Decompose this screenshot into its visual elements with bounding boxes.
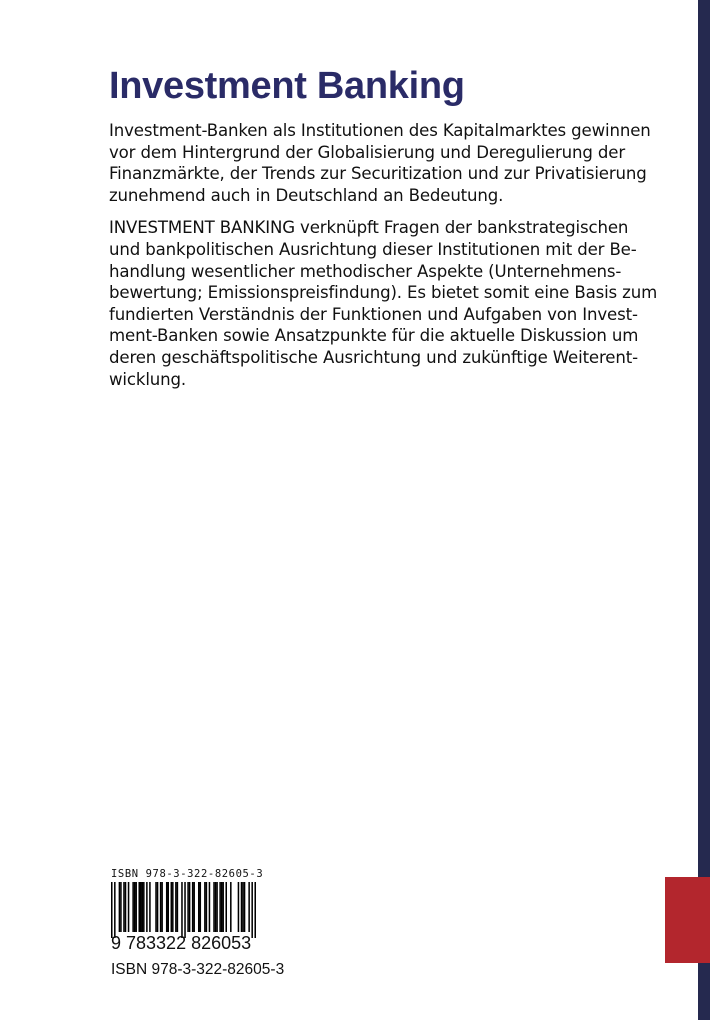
barcode-bar [238,882,240,932]
barcode-bar [192,882,194,932]
barcode-bar [135,882,137,932]
barcode-bar [193,882,195,932]
barcode-bar [167,882,169,932]
barcode-bar [213,882,215,932]
barcode-bar [161,882,163,932]
isbn-label: ISBN 978-3-322-82605-3 [111,961,285,978]
text-line: ment-Banken sowie Ansatzpunkte für die aktuelle Diskussion um [109,326,639,346]
barcode-bar [200,882,202,932]
book-title: Investment Banking [109,65,465,107]
blurb-paragraph-2 [109,217,669,390]
blurb-paragraph-1 [109,120,669,206]
text-line: fundierten Verständnis der Funktionen und Aufgaben von Invest- [109,304,638,324]
text-line: wicklung. [109,369,187,389]
barcode-bar [172,882,174,932]
barcode-bar [138,882,140,932]
text-line: zunehmend auch in Deutschland an Bedeutung. [109,185,504,205]
text-line: handlung wesentlicher methodischer Aspekte (Unternehmens- [109,261,622,281]
barcode-bar [198,882,200,932]
barcode-bar [132,882,134,932]
barcode-bar [143,882,145,932]
isbn-mono-label: ISBN 978-3-322-82605-3 [111,868,264,880]
barcode-bar [242,882,244,932]
text-line: bewertung; Emissionspreisfindung). Es bietet somit eine Basis zum [109,283,658,303]
text-line: Investment-Banken als Institutionen des Kapitalmarktes gewinnen [109,121,651,140]
barcode-bar [111,882,113,938]
barcode-bar [248,882,250,932]
barcode-bar [221,882,223,932]
barcode-bar [149,882,151,932]
barcode-digits: 9 783322 826053 [111,933,252,953]
barcode-bar [181,882,183,938]
barcode-bar [157,882,159,932]
barcode-bar [215,882,217,932]
barcode-bar [146,882,148,932]
barcode-icon [111,882,256,938]
blurb-text [109,120,669,401]
barcode-bar [187,882,189,932]
barcode-bar [189,882,191,932]
barcode-bar [175,882,177,932]
barcode-bar [166,882,168,932]
barcode-bar [230,882,232,932]
barcode-bar [222,882,224,932]
barcode-bar [219,882,221,932]
barcode-bar [254,882,256,938]
text-line: Finanzmärkte, der Trends zur Securitization und zur Privatisierung [109,164,647,184]
barcode-bar [244,882,246,932]
barcode-bar [134,882,136,932]
barcode-bar [123,882,125,932]
barcode-block [111,867,311,987]
barcode-bar [251,882,253,938]
barcode-bar [142,882,144,932]
text-line: und bankpolitischen Ausrichtung dieser Institutionen mit der Be- [109,239,637,259]
barcode-bar [225,882,227,932]
barcode-bar [209,882,211,932]
barcode-bar [128,882,130,932]
text-line: INVESTMENT BANKING verknüpft Fragen der bankstrategischen [109,218,629,238]
barcode-bar [171,882,173,932]
barcode-bar [155,882,157,932]
barcode-bar [216,882,218,932]
barcode-bar [114,882,116,938]
barcode-bar [206,882,208,932]
barcode-bar [140,882,142,932]
text-line: vor dem Hintergrund der Globalisierung und Deregulierung der [109,142,626,162]
barcode-bar [177,882,179,932]
barcode-bar [241,882,243,932]
barcode-bar [120,882,122,932]
barcode-bar [184,882,186,938]
barcode-bar [119,882,121,932]
barcode-bar [125,882,127,932]
text-line: deren geschäftspolitische Ausrichtung und zukünftige Weiterent- [109,347,638,367]
spine-strip [698,0,710,1020]
barcode-bar [204,882,206,932]
barcode-bar [160,882,162,932]
red-accent-tab [665,877,710,963]
